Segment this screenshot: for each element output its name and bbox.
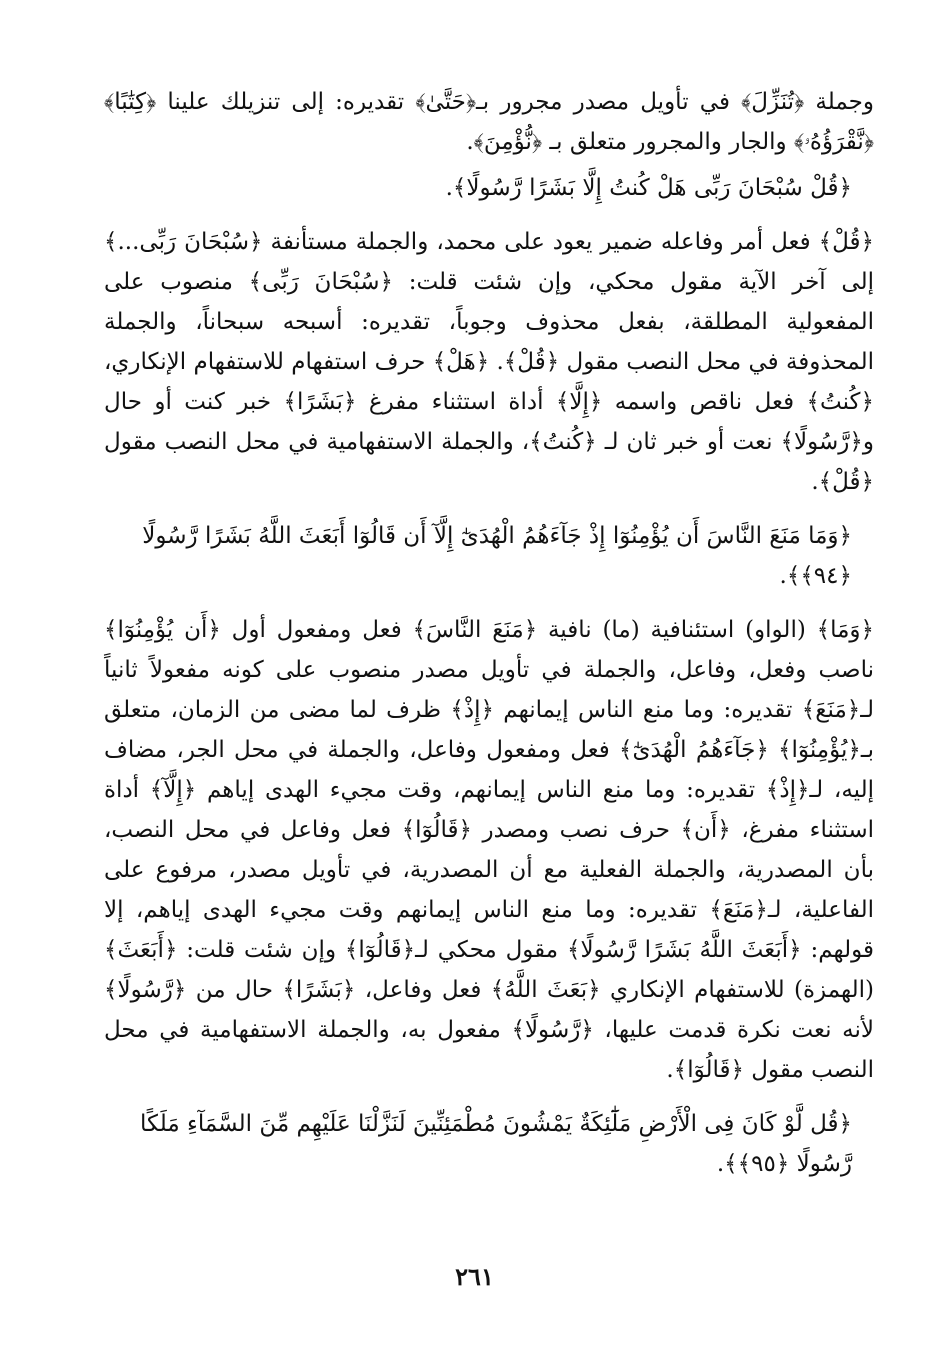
spacer [104, 1090, 874, 1104]
verse-110: ﴿قُلْ سُبْحَانَ رَبِّى هَلْ كُنتُ إِلَّا بَشَرًا رَّسُولًا﴾. [445, 175, 852, 201]
spacer [104, 596, 874, 610]
verse-94: ﴿وَمَا مَنَعَ النَّاسَ أَن يُؤْمِنُوٓا إِذْ جَآءَهُمُ الْهُدَىٰٓ إِلَّآ أَن قَالُوٓا أَبَعَثَ اللَّهُ بَشَرًا رَّسُولًا ﴿٩٤﴾﴾. [142, 523, 852, 589]
page-body [104, 82, 874, 1184]
paragraph-wama-analysis: ﴿وَمَا﴾ (الواو) استئنافية (ما) نافية ﴿مَنَعَ النَّاسَ﴾ فعل ومفعول أول ﴿أَن يُؤْمِنُوٓا﴾ ناصب وفعل، وفاعل، والجملة في تأويل مصدر منصوب على كونه مفعولاً ثانياً لـ﴿مَنَعَ﴾ تقديره: وما منع الناس إيمانهم ﴿إِذْ﴾ ظرف لما مضى من الزمان، متعلق بـ﴿يُؤْمِنُوٓا﴾ ﴿جَآءَهُمُ الْهُدَىٰٓ﴾ فعل ومفعول وفاعل، والجملة في محل الجر، مضاف إليه، لـ﴿إِذْ﴾ تقديره: وما منع الناس إيمانهم، وقت مجيء الهدى إياهم ﴿إِلَّآ﴾ أداة استثناء مفرغ، ﴿أَن﴾ حرف نصب ومصدر ﴿قَالُوٓا﴾ فعل وفاعل في محل النصب، بأن المصدرية، والجملة الفعلية مع أن المصدرية، في تأويل مصدر، مرفوع على الفاعلية، لـ﴿مَنَعَ﴾ تقديره: وما منع الناس إيمانهم وقت مجيء الهدى إياهم، إلا قولهم: ﴿أَبَعَثَ اللَّهُ بَشَرًا رَّسُولًا﴾ مقول محكي لـ﴿قَالُوٓا﴾ وإن شئت قلت: ﴿أَبَعَثَ﴾ (الهمزة) للاستفهام الإنكاري ﴿بَعَثَ اللَّهُ﴾ فعل وفاعل، ﴿بَشَرًا﴾ حال من ﴿رَّسُولًا﴾ لأنه نعت نكرة قدمت عليها، ﴿رَّسُولًا﴾ مفعول به، والجملة الاستفهامية في محل النصب مقول ﴿قَالُوٓا﴾. [104, 617, 874, 1083]
spacer [104, 502, 874, 516]
paragraph-tunazzila: وجملة ﴿تُنَزِّلَ﴾ في تأويل مصدر مجرور بـ﴿حَتَّىٰ﴾ تقديره: إلى تنزيلك علينا ﴿كِتَٰبًا﴾ ﴿نَّقْرَؤُهُۥ﴾ والجار والمجرور متعلق بـ ﴿نُّؤْمِنَ﴾. [104, 89, 874, 155]
verse-95: ﴿قُل لَّوْ كَانَ فِى الْأَرْضِ مَلَٰٓئِكَةٌ يَمْشُونَ مُطْمَئِنِّينَ لَنَزَّلْنَا عَلَيْهِم مِّنَ السَّمَآءِ مَلَكًا رَّسُولًا ﴿٩٥﴾﴾. [140, 1111, 852, 1177]
paragraph-qul-analysis: ﴿قُلْ﴾ فعل أمر وفاعله ضمير يعود على محمد، والجملة مستأنفة ﴿سُبْحَانَ رَبِّى...﴾ إلى آخر الآية مقول محكي، وإن شئت قلت: ﴿سُبْحَانَ رَبِّى﴾ منصوب على المفعولية المطلقة، بفعل محذوف وجوباً، تقديره: أسبحه سبحاناً، والجملة المحذوفة في محل النصب مقول ﴿قُلْ﴾. ﴿هَلْ﴾ حرف استفهام للاستفهام الإنكاري، ﴿كُنتُ﴾ فعل ناقص واسمه ﴿إِلَّا﴾ أداة استثناء مفرغ ﴿بَشَرًا﴾ خبر كنت أو حال و﴿رَّسُولًا﴾ نعت أو خبر ثان لـ ﴿كُنتُ﴾، والجملة الاستفهامية في محل النصب مقول ﴿قُلْ﴾. [104, 229, 874, 495]
spacer [104, 208, 874, 222]
page-number: ٢٦١ [455, 1262, 494, 1291]
